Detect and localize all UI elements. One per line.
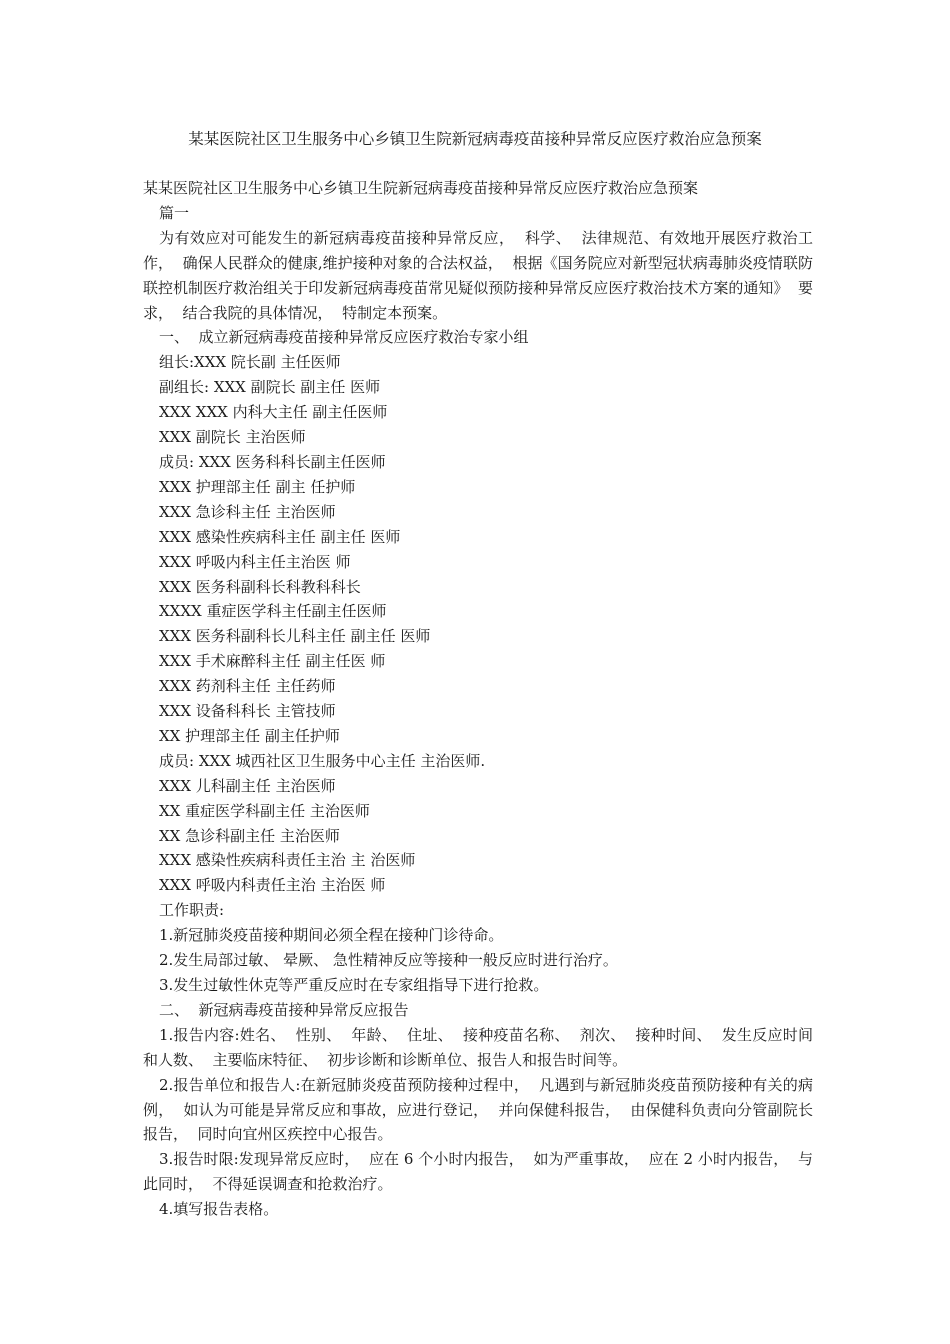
member-line: XX 护理部主任 副主任护师 (159, 726, 340, 745)
report-item: 3.报告时限:发现异常反应时， 应在 6 个小时内报告， 如为严重事故， 应在 2 小时内报告， 与此同时， 不得延误调查和抢救治疗。 (143, 1150, 813, 1194)
member-list (143, 350, 813, 898)
member-line: XXXX 重症医学科主任副主任医师 (159, 602, 387, 621)
member-line: 成员: XXX 城西社区卫生服务中心主任 主治医师. (159, 751, 486, 770)
member-line: XXX 设备科科长 主管技师 (159, 702, 336, 721)
section-2-heading: 二、 新冠病毒疫苗接种异常反应报告 (159, 1000, 409, 1019)
document-body (143, 176, 813, 1222)
member-line: XXX 急诊科主任 主治医师 (159, 502, 336, 521)
member-line: XXX 手术麻醉科主任 副主任医 师 (159, 652, 386, 671)
duties-heading: 工作职责: (159, 901, 225, 920)
document-subtitle: 某某医院社区卫生服务中心乡镇卫生院新冠病毒疫苗接种异常反应医疗救治应急预案 (143, 179, 699, 197)
member-line: XX 重症医学科副主任 主治医师 (159, 801, 370, 820)
member-line: XXX 药剂科主任 主任药师 (159, 677, 336, 696)
member-line: XXX 呼吸内科主任主治医 师 (159, 552, 351, 571)
duty-item: 1.新冠肺炎疫苗接种期间必须全程在接种门诊待命。 (159, 926, 504, 945)
member-line: XXX 感染性疾病科主任 副主任 医师 (159, 527, 401, 546)
report-item: 2.报告单位和报告人:在新冠肺炎疫苗预防接种过程中， 凡遇到与新冠肺炎疫苗预防接种有关的病例， 如认为可能是异常反应和事故，应进行登记， 并向保健科报告， 由保健科负责向分管副院长报告， 同时向宜州区疾控中心报告。 (143, 1075, 813, 1144)
member-line: 组长:XXX 院长副 主任医师 (159, 353, 341, 372)
intro-paragraph: 为有效应对可能发生的新冠病毒疫苗接种异常反应， 科学、 法律规范、有效地开展医疗救治工作， 确保人民群众的健康,维护接种对象的合法权益， 根据《国务院应对新型冠状病毒肺炎疫情联防联控机制医疗救治组关于印发新冠病毒疫苗常见疑似预防接种异常反应医疗救治技术方案的通知》 要求， 结合我院的具体情况， 特制定本预案。 (143, 228, 813, 322)
member-line: 副组长: XXX 副院长 副主任 医师 (159, 378, 381, 397)
member-line: XXX 副院长 主治医师 (159, 428, 306, 447)
member-line: XXX XXX 内科大主任 副主任医师 (159, 403, 388, 422)
member-line: 成员: XXX 医务科科长副主任医师 (159, 452, 386, 471)
member-line: XXX 呼吸内科责任主治 主治医 师 (159, 876, 386, 895)
member-line: XXX 护理部主任 副主 任护师 (159, 477, 356, 496)
part-label: 篇一 (159, 203, 190, 222)
report-item: 4.填写报告表格。 (159, 1200, 279, 1219)
member-line: XXX 感染性疾病科责任主治 主 治医师 (159, 851, 416, 870)
section-1-heading: 一、 成立新冠病毒疫苗接种异常反应医疗救治专家小组 (159, 328, 529, 347)
document-title: 某某医院社区卫生服务中心乡镇卫生院新冠病毒疫苗接种异常反应医疗救治应急预案 (188, 130, 762, 148)
member-line: XXX 儿科副主任 主治医师 (159, 776, 336, 795)
duty-item: 3.发生过敏性休克等严重反应时在专家组指导下进行抢救。 (159, 976, 549, 994)
member-line: XXX 医务科副科长儿科主任 副主任 医师 (159, 627, 431, 646)
duty-item: 2.发生局部过敏、 晕厥、 急性精神反应等接种一般反应时进行治疗。 (159, 951, 618, 970)
report-item: 1.报告内容:姓名、 性别、 年龄、 住址、 接种疫苗名称、 剂次、 接种时间、 发生反应时间和人数、 主要临床特征、 初步诊断和诊断单位、报告人和报告时间等。 (143, 1025, 813, 1069)
member-line: XX 急诊科副主任 主治医师 (159, 826, 340, 845)
member-line: XXX 医务科副科长科教科科长 (159, 577, 361, 596)
